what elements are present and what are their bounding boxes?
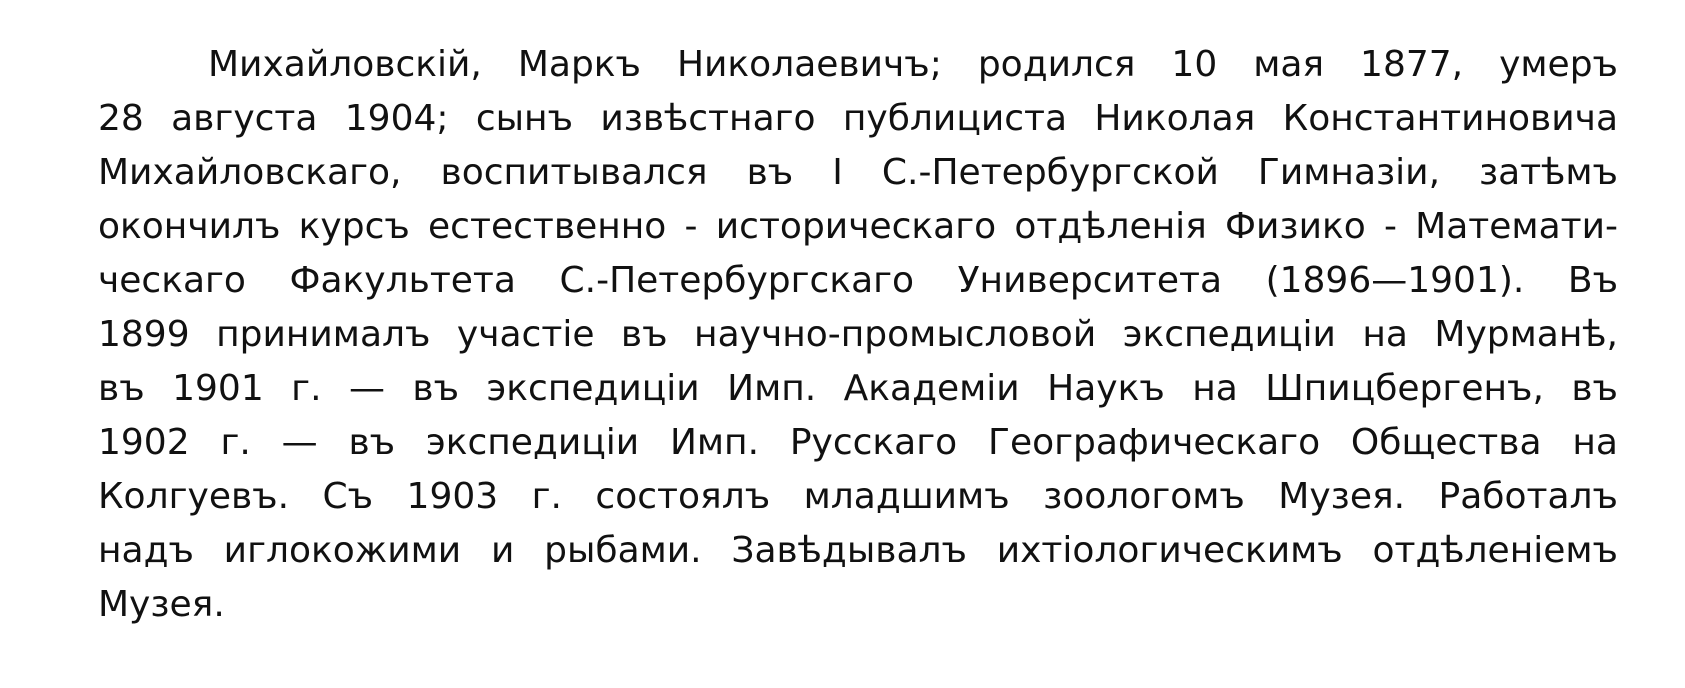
- text-line: 1899 принималъ участiе въ научно-промысловой экспедицiи на Мурманѣ,: [98, 314, 1618, 355]
- text-line: 1902 г. — въ экспедицiи Имп. Русскаго Географическаго Общества на: [98, 422, 1618, 463]
- text-line: Колгуевъ. Съ 1903 г. состоялъ младшимъ зоологомъ Музея. Работалъ: [98, 476, 1618, 517]
- text-line: надъ иглокожими и рыбами. Завѣдывалъ ихтiологическимъ отдѣленiемъ: [98, 530, 1618, 571]
- text-line: 28 августа 1904; сынъ извѣстнаго публициста Николая Константиновича: [98, 98, 1618, 139]
- text-line: Музея.: [98, 584, 225, 625]
- text-line: Михайловскiй, Маркъ Николаевичъ; родился 10 мая 1877, умеръ: [208, 44, 1618, 85]
- biography-paragraph: [98, 38, 1618, 632]
- text-line: ческаго Факультета С.-Петербургскаго Университета (1896—1901). Въ: [98, 260, 1618, 301]
- text-line: Михайловскаго, воспитывался въ I С.-Петербургской Гимназiи, затѣмъ: [98, 152, 1618, 193]
- text-line: въ 1901 г. — въ экспедицiи Имп. Академiи Наукъ на Шпицбергенъ, въ: [98, 368, 1618, 409]
- text-line: окончилъ курсъ естественно - историческаго отдѣленiя Физико - Математи-: [98, 206, 1618, 247]
